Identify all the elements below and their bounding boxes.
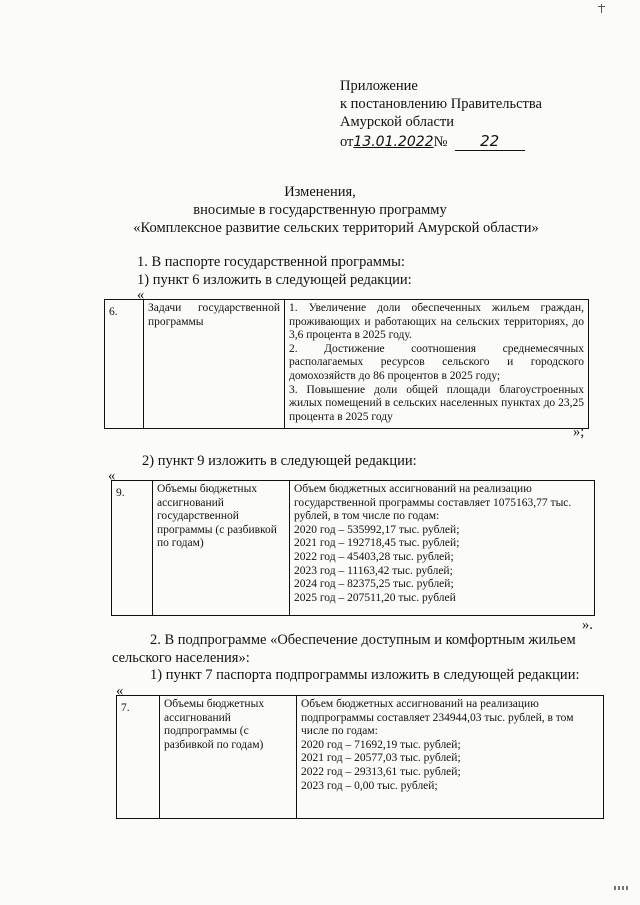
- table1-item-3: 3. Повышение доли общей площади благоустроенных жилых помещений в сельских населенных пунктах до 23,25 процента в 2025 году: [289, 383, 584, 423]
- table3-content-cell: [297, 696, 604, 819]
- table2-content-cell: [290, 481, 595, 616]
- section1-heading: 1. В паспорте государственной программы:: [137, 254, 405, 270]
- table2-year-2023: 2023 год – 11163,42 тыс. рублей;: [294, 564, 453, 577]
- table-item-9: [111, 480, 595, 616]
- table2-year-2025: 2025 год – 207511,20 тыс. рублей: [294, 591, 456, 604]
- table2-year-2022: 2022 год – 45403,28 тыс. рублей;: [294, 550, 454, 563]
- appendix-region-line: Амурской области: [340, 114, 454, 130]
- section2-heading-line-1: 2. В подпрограмме «Обеспечение доступным и комфортным жильем: [150, 632, 576, 648]
- title-line-1: Изменения,: [284, 184, 356, 200]
- close-quote-1: »;: [573, 424, 585, 440]
- table-item-6: [104, 299, 589, 429]
- table1-item-2: 2. Достижение соотношения среднемесячных располагаемых ресурсов сельского и городского домохозяйств до 86 процентов в 2025 году;: [289, 342, 584, 382]
- open-quote-2: «: [108, 468, 116, 484]
- table1-item-1: 1. Увеличение доли обеспеченных жильем граждан, проживающих и работающих на сельских территориях, до 3,6 процента в 2025 году.: [289, 302, 584, 342]
- open-quote-1: «: [137, 287, 145, 303]
- table-item-7: [116, 695, 604, 819]
- appendix-label: Приложение: [340, 78, 418, 94]
- scan-mark-top: [598, 4, 606, 14]
- table1-number: 6.: [109, 306, 118, 318]
- table1-number-cell: [105, 300, 144, 429]
- close-quote-2: ».: [582, 617, 593, 633]
- table2-name: Объемы бюджетных ассигнований государственной программы (с разбивкой по годам): [157, 483, 277, 550]
- section2-item1: 1) пункт 7 паспорта подпрограммы изложить в следующей редакции:: [150, 667, 580, 683]
- table2-name-cell: [153, 481, 290, 616]
- table2-year-2024: 2024 год – 82375,25 тыс. рублей;: [294, 578, 454, 591]
- table2-number: 9.: [116, 487, 125, 499]
- open-quote-3: «: [116, 683, 124, 699]
- section2-heading-line-2: сельского населения»:: [112, 650, 250, 666]
- title-line-3: «Комплексное развитие сельских территорий Амурской области»: [133, 220, 539, 236]
- table3-year-2022: 2022 год – 29313,61 тыс. рублей;: [301, 765, 461, 778]
- date-prefix: от: [340, 134, 354, 150]
- table2-year-2021: 2021 год – 192718,45 тыс. рублей;: [294, 537, 460, 550]
- table3-year-2021: 2021 год – 20577,03 тыс. рублей;: [301, 752, 461, 765]
- table3-name: Объемы бюджетных ассигнований подпрограммы (с разбивкой по годам): [164, 698, 265, 751]
- table2-year-2020: 2020 год – 535992,17 тыс. рублей;: [294, 523, 460, 536]
- section1-item2: 2) пункт 9 изложить в следующей редакции:: [142, 453, 417, 469]
- table3-number: 7.: [121, 702, 130, 714]
- appendix-resolution-line: к постановлению Правительства: [340, 96, 542, 112]
- table1-name-cell: [144, 300, 285, 429]
- scan-mark-bottom: [614, 886, 628, 890]
- date-value: 13.01.2022: [353, 134, 434, 150]
- number-value: 22: [455, 132, 525, 151]
- table3-intro: Объем бюджетных ассигнований на реализацию подпрограммы составляет 234944,03 тыс. рублей, в том числе по годам:: [301, 698, 574, 738]
- table1-name: Задачи государственной программы: [148, 302, 280, 328]
- table3-number-cell: [117, 696, 160, 819]
- table2-intro: Объем бюджетных ассигнований на реализацию государственной программы составляет 1075163,77 тыс. рублей, в том числе по годам:: [294, 483, 572, 523]
- number-prefix: №: [433, 134, 448, 150]
- title-line-2: вносимые в государственную программу: [193, 202, 447, 218]
- table3-year-2023: 2023 год – 0,00 тыс. рублей;: [301, 779, 438, 792]
- table2-number-cell: [112, 481, 153, 616]
- table3-year-2020: 2020 год – 71692,19 тыс. рублей;: [301, 738, 461, 751]
- table1-content-cell: [285, 300, 589, 429]
- appendix-date-line: [340, 132, 525, 151]
- section1-item1: 1) пункт 6 изложить в следующей редакции:: [137, 272, 412, 288]
- table3-name-cell: [160, 696, 297, 819]
